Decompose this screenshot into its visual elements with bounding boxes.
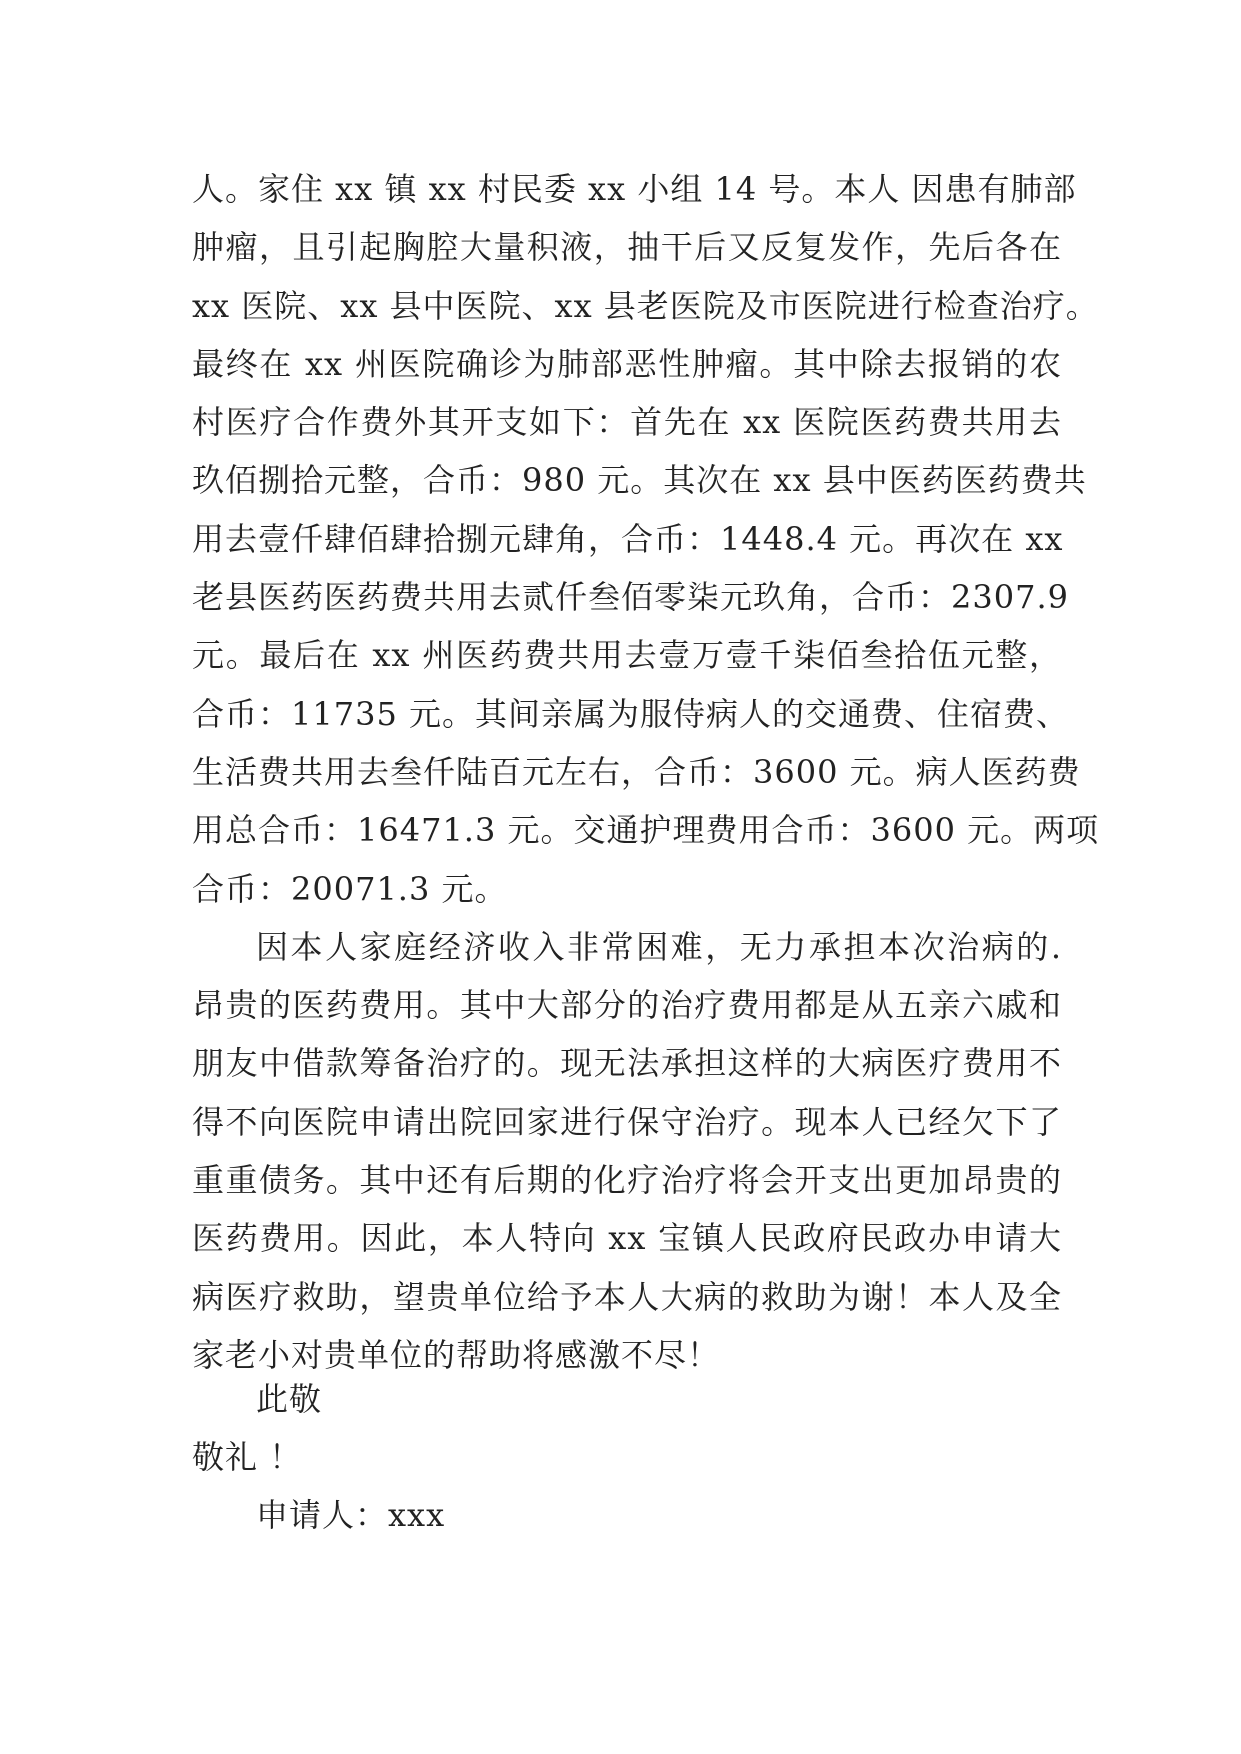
text-line: 肿瘤，且引起胸腔大量积液，抽干后又反复发作，先后各在: [192, 228, 1062, 267]
text-line: 用去壹仟肆佰肆拾捌元肆角，合币：1448.4 元。再次在 xx: [192, 519, 1064, 558]
text-line: 玖佰捌拾元整，合币：980 元。其次在 xx 县中医药医药费共: [192, 461, 1087, 500]
paragraph-request: [192, 918, 1062, 1384]
text-line: 合币：20071.3 元。: [192, 869, 508, 908]
letter-closing: [192, 1370, 1062, 1544]
text-line: 生活费共用去叁仟陆百元左右，合币：3600 元。病人医药费: [192, 752, 1081, 791]
text-line: 元。最后在 xx 州医药费共用去壹万壹千柒佰叁拾伍元整，: [192, 636, 1062, 675]
paragraph-expenses: [192, 160, 1100, 918]
closing-regards: 敬礼 ！: [192, 1438, 303, 1476]
text-line: 最终在 xx 州医院确诊为肺部恶性肿瘤。其中除去报销的农: [192, 344, 1062, 383]
text-line: 老县医药医药费共用去贰仟叁佰零柒元玖角，合币：2307.9: [192, 578, 1069, 617]
text-line: 得不向医院申请出院回家进行保守治疗。现本人已经欠下了: [192, 1102, 1062, 1141]
letter-body: [192, 160, 1100, 1384]
text-line: 因本人家庭经济收入非常困难，无力承担本次治病的.: [256, 927, 1062, 966]
text-line: 病医疗救助，望贵单位给予本人大病的救助为谢！本人及全: [192, 1277, 1062, 1316]
text-line: 村医疗合作费外其开支如下：首先在 xx 医院医药费共用去: [192, 403, 1062, 442]
text-line: 用总合币：16471.3 元。交通护理费用合币：3600 元。两项: [192, 811, 1100, 850]
text-line: 医药费用。因此，本人特向 xx 宝镇人民政府民政办申请大: [192, 1219, 1062, 1258]
text-line: 合币：11735 元。其间亲属为服侍病人的交通费、住宿费、: [192, 694, 1069, 733]
text-line: 昂贵的医药费用。其中大部分的治疗费用都是从五亲六戚和: [192, 986, 1062, 1025]
text-line: xx 医院、xx 县中医院、xx 县老医院及市医院进行检查治疗。: [192, 286, 1099, 325]
closing-salutation: 此敬: [256, 1380, 323, 1418]
text-line: 人。家住 xx 镇 xx 村民委 xx 小组 14 号。本人 因患有肺部: [192, 170, 1077, 208]
text-line: 朋友中借款筹备治疗的。现无法承担这样的大病医疗费用不: [192, 1044, 1062, 1083]
applicant-signature: 申请人：xxx: [256, 1496, 446, 1534]
text-line: 家老小对贵单位的帮助将感激不尽！: [192, 1335, 721, 1374]
text-line: 重重债务。其中还有后期的化疗治疗将会开支出更加昂贵的: [192, 1161, 1062, 1200]
